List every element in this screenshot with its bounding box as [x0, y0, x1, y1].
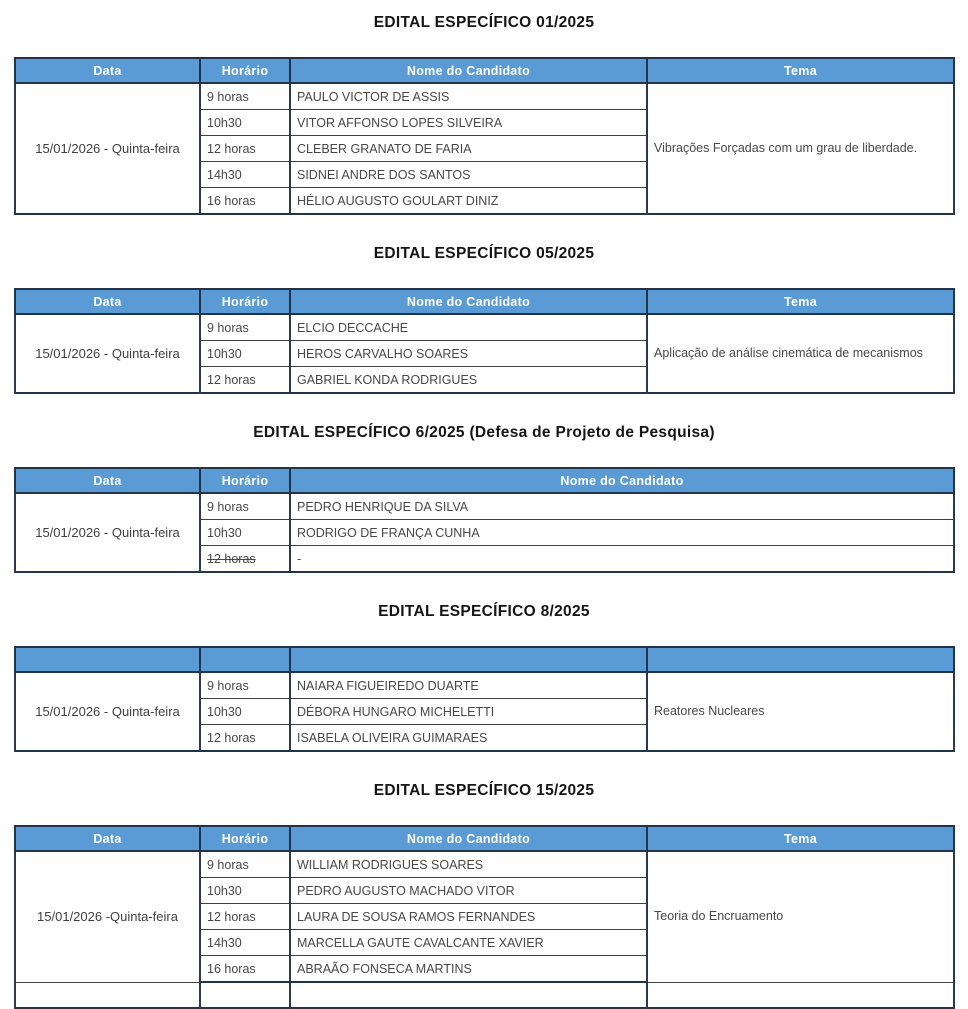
schedule-table — [14, 467, 955, 573]
candidate-name-cell: HEROS CARVALHO SOARES — [290, 341, 647, 367]
partial-next-row — [15, 982, 954, 1008]
time-cell: 9 horas — [200, 314, 290, 341]
candidate-name-cell: HÉLIO AUGUSTO GOULART DINIZ — [290, 188, 647, 215]
candidate-name-cell: RODRIGO DE FRANÇA CUNHA — [290, 520, 954, 546]
column-header: Nome do Candidato — [290, 289, 647, 314]
column-header: Tema — [647, 58, 954, 83]
time-cell: 9 horas — [200, 672, 290, 699]
time-cell: 10h30 — [200, 520, 290, 546]
column-header — [290, 647, 647, 672]
time-cell: 14h30 — [200, 930, 290, 956]
table-row — [15, 851, 954, 878]
edital-section — [0, 782, 968, 1009]
table-row — [15, 493, 954, 520]
column-header: Horário — [200, 468, 290, 493]
schedule-table — [14, 288, 955, 394]
time-cell: 12 horas — [200, 725, 290, 752]
tema-cell: Vibrações Forçadas com um grau de liberdade. — [647, 83, 954, 214]
time-cell: 10h30 — [200, 878, 290, 904]
candidate-name-cell: ELCIO DECCACHE — [290, 314, 647, 341]
time-cell: 9 horas — [200, 493, 290, 520]
section-title: EDITAL ESPECÍFICO 05/2025 — [373, 245, 595, 262]
schedule-table — [14, 825, 955, 1009]
edital-section — [0, 424, 968, 573]
header-row — [15, 289, 954, 314]
column-header: Data — [15, 289, 200, 314]
candidate-name-cell: WILLIAM RODRIGUES SOARES — [290, 851, 647, 878]
column-header: Horário — [200, 826, 290, 851]
table-row — [15, 83, 954, 110]
schedule-table — [14, 646, 955, 752]
time-cell: 12 horas — [200, 904, 290, 930]
header-row — [15, 58, 954, 83]
section-title: EDITAL ESPECÍFICO 6/2025 (Defesa de Projeto de Pesquisa) — [253, 424, 715, 441]
column-header: Nome do Candidato — [290, 826, 647, 851]
column-header — [200, 647, 290, 672]
candidate-name-cell: ABRAÃO FONSECA MARTINS — [290, 956, 647, 983]
candidate-name-cell: PEDRO AUGUSTO MACHADO VITOR — [290, 878, 647, 904]
candidate-name-cell: MARCELLA GAUTE CAVALCANTE XAVIER — [290, 930, 647, 956]
column-header: Data — [15, 826, 200, 851]
table-row — [15, 672, 954, 699]
column-header: Horário — [200, 58, 290, 83]
time-cell: 16 horas — [200, 956, 290, 983]
header-row — [15, 468, 954, 493]
section-title: EDITAL ESPECÍFICO 8/2025 — [378, 603, 590, 620]
time-cell: 10h30 — [200, 699, 290, 725]
column-header: Nome do Candidato — [290, 58, 647, 83]
candidate-name-cell: VITOR AFFONSO LOPES SILVEIRA — [290, 110, 647, 136]
edital-section — [0, 245, 968, 394]
header-row — [15, 826, 954, 851]
date-cell: 15/01/2026 - Quinta-feira — [15, 314, 200, 393]
candidate-name-cell: NAIARA FIGUEIREDO DUARTE — [290, 672, 647, 699]
column-header — [647, 647, 954, 672]
tema-cell: Teoria do Encruamento — [647, 851, 954, 982]
candidate-name-cell: ISABELA OLIVEIRA GUIMARAES — [290, 725, 647, 752]
column-header: Tema — [647, 289, 954, 314]
tema-cell: Aplicação de análise cinemática de mecanismos — [647, 314, 954, 393]
column-header: Data — [15, 468, 200, 493]
candidate-name-cell: DÉBORA HUNGARO MICHELETTI — [290, 699, 647, 725]
candidate-name-cell: LAURA DE SOUSA RAMOS FERNANDES — [290, 904, 647, 930]
candidate-name-cell: SIDNEI ANDRE DOS SANTOS — [290, 162, 647, 188]
candidate-name-cell: GABRIEL KONDA RODRIGUES — [290, 367, 647, 394]
edital-section — [0, 603, 968, 752]
column-header: Data — [15, 58, 200, 83]
header-row — [15, 647, 954, 672]
date-cell: 15/01/2026 - Quinta-feira — [15, 83, 200, 214]
column-header: Horário — [200, 289, 290, 314]
time-cell: 14h30 — [200, 162, 290, 188]
column-header — [15, 647, 200, 672]
time-cell: 9 horas — [200, 851, 290, 878]
tema-cell: Reatores Nucleares — [647, 672, 954, 751]
candidate-name-cell: CLEBER GRANATO DE FARIA — [290, 136, 647, 162]
time-cell: 10h30 — [200, 341, 290, 367]
date-cell: 15/01/2026 - Quinta-feira — [15, 493, 200, 572]
candidate-name-cell: - — [290, 546, 954, 573]
empty-cell — [200, 982, 290, 1008]
time-cell: 16 horas — [200, 188, 290, 215]
table-row — [15, 314, 954, 341]
date-cell: 15/01/2026 -Quinta-feira — [15, 851, 200, 982]
empty-cell — [647, 982, 954, 1008]
time-cell: 12 horas — [200, 367, 290, 394]
empty-cell — [15, 982, 200, 1008]
time-cell: 9 horas — [200, 83, 290, 110]
schedule-table — [14, 57, 955, 215]
edital-section — [0, 14, 968, 215]
time-cell: 10h30 — [200, 110, 290, 136]
candidate-name-cell: PAULO VICTOR DE ASSIS — [290, 83, 647, 110]
time-cell: 12 horas — [200, 136, 290, 162]
date-cell: 15/01/2026 - Quinta-feira — [15, 672, 200, 751]
empty-cell — [290, 982, 647, 1008]
time-cell: 12 horas — [200, 546, 290, 573]
candidate-name-cell: PEDRO HENRIQUE DA SILVA — [290, 493, 954, 520]
column-header: Nome do Candidato — [290, 468, 954, 493]
section-title: EDITAL ESPECÍFICO 15/2025 — [373, 782, 595, 799]
section-title: EDITAL ESPECÍFICO 01/2025 — [373, 14, 595, 31]
column-header: Tema — [647, 826, 954, 851]
